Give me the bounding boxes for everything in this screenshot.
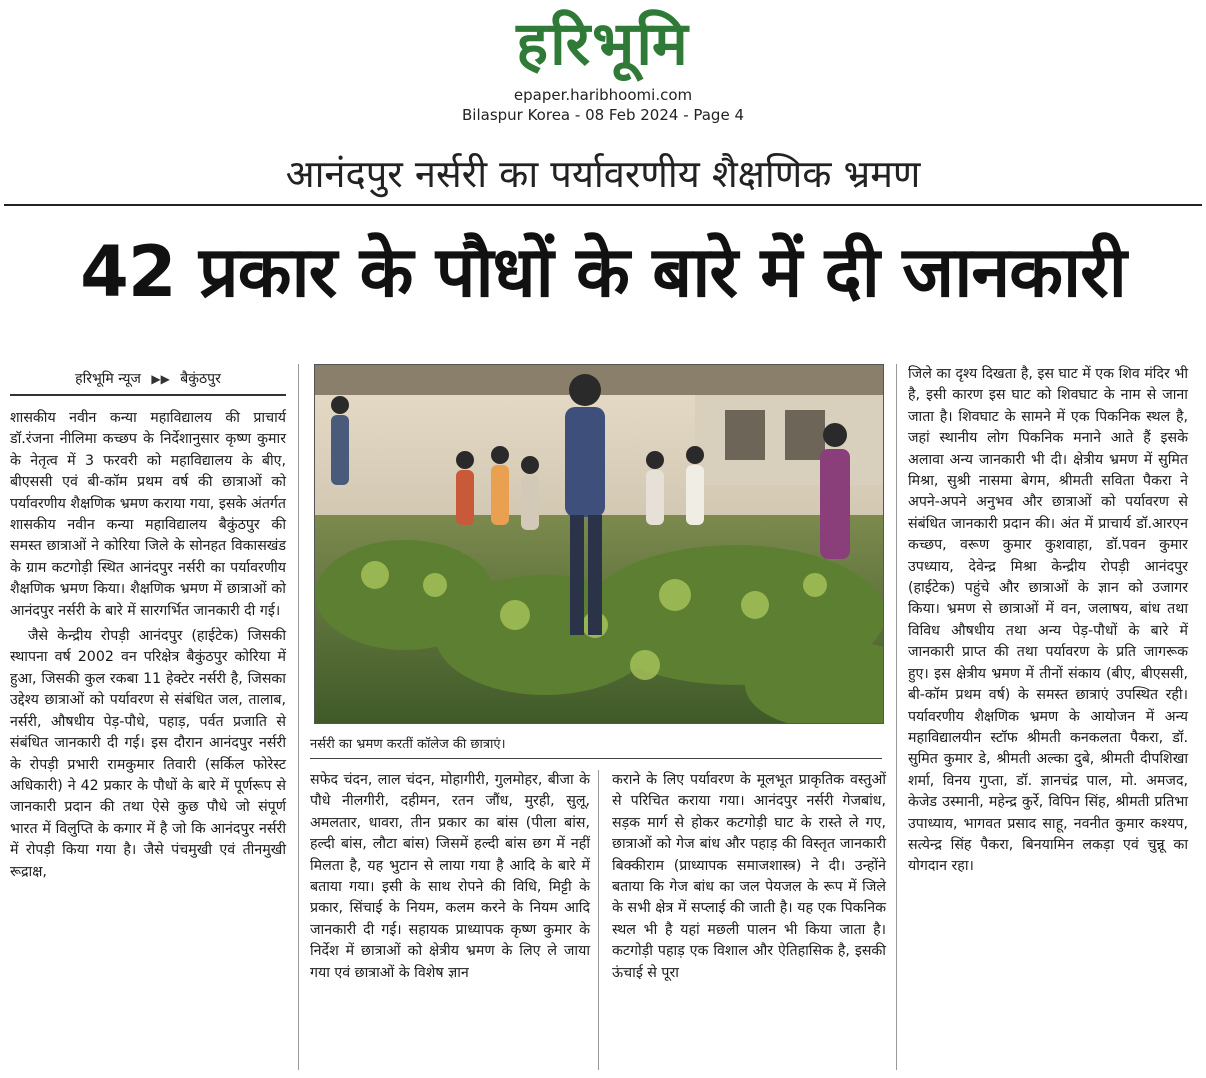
byline-source: हरिभूमि न्यूज [75, 371, 141, 387]
main-headline: 42 प्रकार के पौधों के बारे में दी जानकारी [80, 231, 1126, 313]
photo-caption: नर्सरी का भ्रमण करतीं कॉलेज की छात्राएं। [310, 734, 882, 759]
article-paragraph: सफेद चंदन, लाल चंदन, मोहागीरी, गुलमोहर, बीजा के पौधे नीलगीरी, दहीमन, रतन जौंध, मुरही, सुलू, अमलतार, धावरा, तीन प्रकार का बांस (पीला बांस, हल्दी बांस, लौटा बांस) जिसमें हल्दी बांस छग में नहीं मिलता है, यह भुटान से लाया गया है आदि के बारे में बताया गया। इसी के साथ रोपने की विधि, मिट्टी के प्रकार, सिंचाई के नियम, कलम करने के नियम आदि जानकारी दी गई। सहायक प्राध्यापक कृष्ण कुमार के निर्देश में छात्राओं को क्षेत्रीय भ्रमण के लिए ले जाया गया एवं छात्राओं के विशेष ज्ञान [310, 772, 590, 981]
epaper-url[interactable]: epaper.haribhoomi.com [513, 86, 693, 104]
haribhoomi-logo: हरिभूमि [516, 9, 690, 79]
byline-place: बैकुंठपुर [180, 371, 221, 387]
byline [10, 364, 286, 396]
article-column-4 [908, 364, 1188, 878]
column-divider [598, 770, 599, 1070]
news-photo [314, 364, 884, 724]
article-paragraph: शासकीय नवीन कन्या महाविद्यालय की प्राचार्य डॉ.रंजना नीलिमा कच्छप के निर्देशानुसार कृष्ण कुमार के नेतृत्व में 3 फरवरी को महाविद्यालय के बीए, बीएससी एवं बी-कॉम प्रथम वर्ष की छात्राओं को पर्यावरणीय शैक्षणिक भ्रमण कराया गया, इसके अंतर्गत शासकीय नवीन कन्या महाविद्यालय बैकुंठपुर की समस्त छात्राओं ने कोरिया जिले के सोनहत विकासखंड के ग्राम कटगोड़ी स्थित आनंदपुर नर्सरी का पर्यावरणीय शैक्षणिक भ्रमण किया। शैक्षणिक भ्रमण में छात्राओं को आनंदपुर नर्सरी के बारे में सारगर्भित जानकारी दी गई। [10, 410, 286, 619]
article-column-3 [612, 770, 886, 984]
nursery-visit-photo [315, 365, 883, 723]
article-paragraph: जैसे केन्द्रीय रोपड़ी आनंदपुर (हाईटेक) जिसकी स्थापना वर्ष 2002 वन परिक्षेत्र बैकुंठपुर कोरिया में हुआ, जिसकी कुल रकबा 11 हेक्टेर नर्सरी है, जिसका उद्देश्य छात्राओं को पर्यावरण से संबंधित जल, तालाब, नर्सरी, औषधीय पेड़-पौधे, पहाड़, पर्वत प्रजाति से संबंधित जानकारी दी गई। इस दौरान आनंदपुर नर्सरी के रोपड़ी प्रभारी रामकुमार तिवारी (सर्किल फोरेस्ट अधिकारी) ने 42 प्रकार के पौधों के बारे में पूर्णरूप से जानकारी प्रदान की तथा ऐसे कुछ पौधे जो संपूर्ण भारत में विलुप्ति के कगार में है जो कि आनंदपुर नर्सरी में रोपड़ी किया गया है। जैसे पंचमुखी एवं तीनमुखी रूद्राक्ष, [10, 628, 286, 880]
masthead [0, 0, 1206, 130]
kicker-headline: आनंदपुर नर्सरी का पर्यावरणीय शैक्षणिक भ्रमण [285, 152, 921, 196]
edition-info: Bilaspur Korea - 08 Feb 2024 - Page 4 [462, 106, 744, 124]
article-column-2 [310, 770, 590, 984]
article-paragraph: जिले का दृश्य दिखता है, इस घाट में एक शिव मंदिर भी है, इसी कारण इस घाट को शिवघाट के नाम से जाना जाता है। शिवघाट के सामने में एक पिकनिक स्थल है, जहां स्थानीय लोग पिकनिक मनाने आते हैं इसके अलावा अन्य जानकारी भी दी। क्षेत्रीय भ्रमण में सुमित मिश्रा, सुश्री नासमा बेगम, श्रीमती सविता पैकरा ने अपने-अपने अनुभव और छात्राओं को पर्यावरण से संबंधित जानकारी प्रदान की। अंत में प्राचार्य डॉ.आरएन कच्छप, वरूण कुमार कुशवाहा, डॉ.पवन कुमार उपध्याय, देवेन्द्र मिश्रा केन्द्रीय रोपड़ी आनंदपुर (हाईटेक) पहुंचे और छात्राओं के ज्ञान को उजागर किया। भ्रमण से छात्राओं में वन, जलाषय, बांध तथा विविध औषधीय तथा अन्य पेड़-पौधों के बारे में जानकारी प्राप्त की तथा पर्यावरण के प्रति जागरूक हुए। इस क्षेत्रीय भ्रमण में तीनों संकाय (बीए, बीएससी, बी-कॉम प्रथम वर्ष) के समस्त छात्राएं उपस्थित रही। पर्यावरणीय शैक्षणिक भ्रमण के आयोजन में अन्य महाविद्यालयीन स्टॉफ श्रीमती कनकलता पैकरा, डॉ. सुमित कुमार डे, श्रीमती अल्का दुबे, श्रीमती दीपशिखा शर्मा, विनय गुप्ता, डॉ. ज्ञानचंद्र पाल, मो. अमजद, केजेड उस्मानी, महेन्द्र कुर्रे, विपिन सिंह, श्रीमती प्रतिभा उपाध्याय, भागवत प्रसाद साहू, नवनीत कुमार कश्यप, सत्येन्द्र सिंह पैकरा, बिनयामिन लकड़ा एवं चुन्नू का योगदान रहा। [908, 366, 1188, 875]
column-divider [896, 364, 897, 1070]
kicker-divider [4, 204, 1202, 206]
article-paragraph: कराने के लिए पर्यावरण के मूलभूत प्राकृतिक वस्तुओं से परिचित कराया गया। आनंदपुर नर्सरी गेजबांध, सड़क मार्ग से होकर कटगोड़ी घाट के रास्ते ले गए, छात्राओं को गेज बांध और पहाड़ की विस्तृत जानकारी बिक्कीराम (प्राध्यापक समाजशास्त्र) ने दी। उन्होंने बताया कि गेज बांध का जल पेयजल के रूप में जिले के सभी क्षेत्र में सप्लाई की जाती है। यह एक पिकनिक स्थल भी है यहां मछली पालन भी किया जाता है। कटगोड़ी पहाड़ एक विशाल और ऐतिहासिक है, इसकी ऊंचाई से पूरा [612, 772, 886, 981]
column-divider [298, 364, 299, 1070]
article-column-1 [10, 408, 286, 883]
forward-arrow-icon: ▶▶ [151, 372, 170, 386]
